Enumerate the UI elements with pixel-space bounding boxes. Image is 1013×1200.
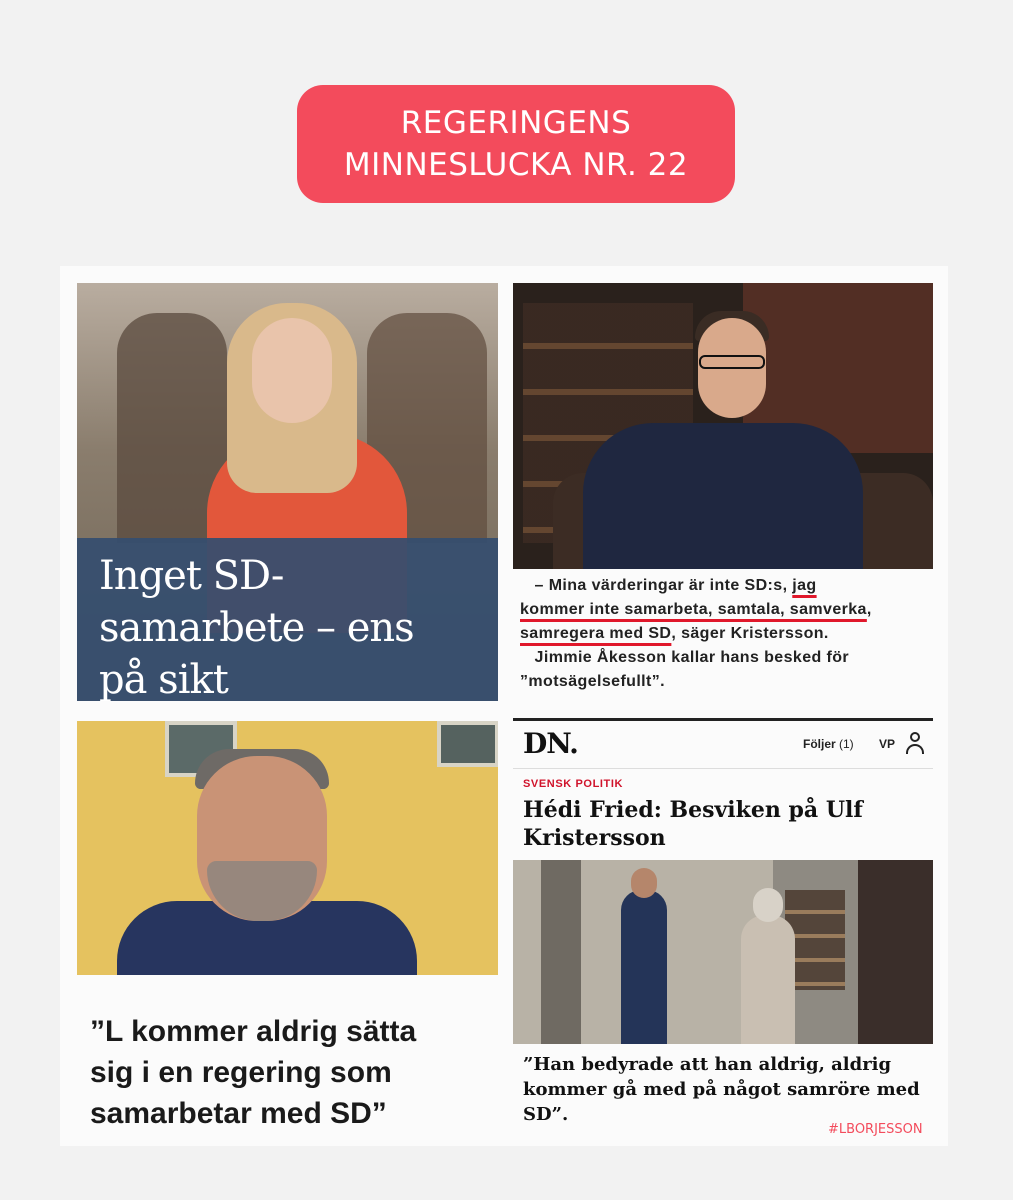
headline-caption-1: Inget SD- samarbete – ens på sikt	[77, 538, 498, 701]
title-badge	[297, 85, 735, 203]
follow-button[interactable]: Följer (1)	[803, 737, 854, 751]
photo-man-armchair	[513, 283, 933, 569]
user-icon[interactable]	[906, 732, 924, 756]
hashtag: #LBORJESSON	[828, 1122, 923, 1137]
dn-caption: ”Han bedyrade att han aldrig, aldrig kommer gå med på något samröre med SD”.	[523, 1054, 920, 1125]
title-line-2: MINNESLUCKA NR. 22	[343, 147, 689, 183]
photo-woman-red-dress	[77, 283, 498, 701]
article-quote-kristersson: – Mina värderingar är inte SD:s, jag kommer inte samarbeta, samtala, samverka, samregera med SD, säger Kristersson. Jimmie Åkesson kallar hans besked för ”motsägelsefullt”.	[520, 577, 872, 690]
vp-label[interactable]: VP	[879, 737, 896, 751]
section-label[interactable]: SVENSK POLITIK	[523, 778, 624, 790]
photo-man-yellow-wall	[77, 721, 498, 975]
photo-handshake	[513, 860, 933, 1044]
dn-header	[513, 721, 933, 769]
title-line-1: REGERINGENS	[400, 105, 632, 141]
headline-quote-l: ”L kommer aldrig sätta sig i en regering som samarbetar med SD”	[90, 1015, 417, 1130]
dn-logo[interactable]: DN.	[523, 727, 578, 760]
news-collage	[60, 266, 948, 1146]
dn-headline[interactable]: Hédi Fried: Besviken på Ulf Kristersson	[523, 797, 863, 851]
